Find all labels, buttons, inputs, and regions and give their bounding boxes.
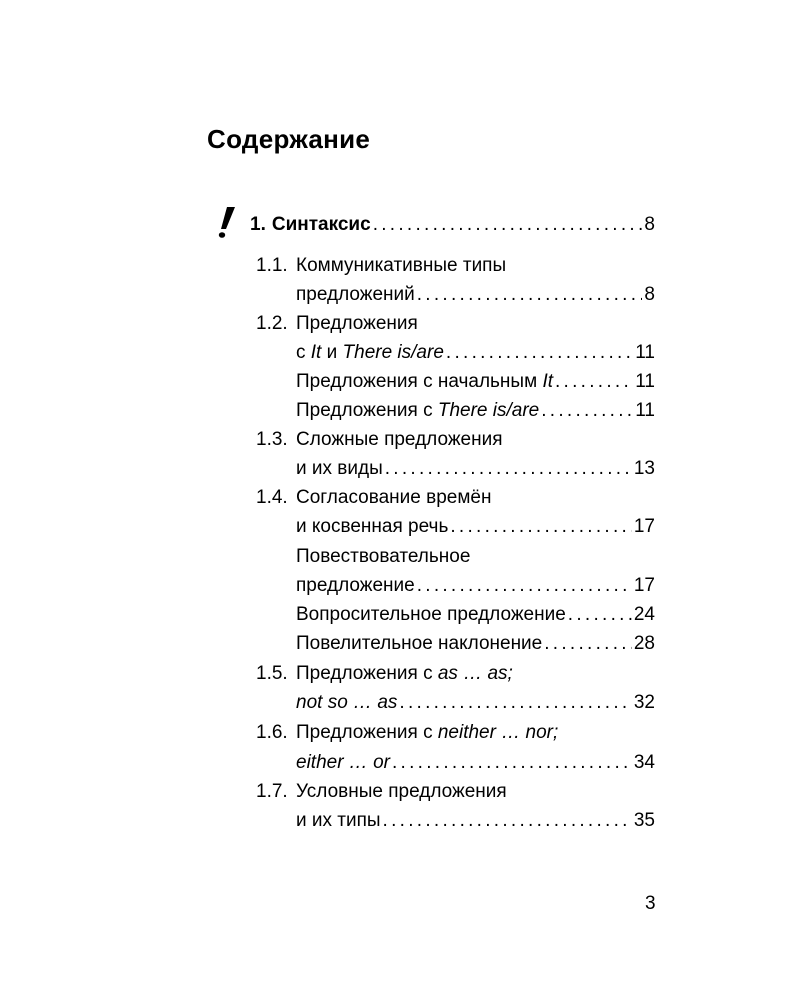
entry-page: 32 xyxy=(633,692,655,713)
leader-dots xyxy=(555,370,633,394)
text-part: и xyxy=(321,342,343,363)
entry-title: Предложения xyxy=(296,313,418,334)
entry-number: 1.6. xyxy=(256,722,288,743)
entry-title: Коммуникативные типы xyxy=(296,255,507,276)
subentry-title: Повествовательное xyxy=(296,546,471,567)
entry-title-cont: предложений xyxy=(296,284,415,305)
leader-dots xyxy=(541,399,633,423)
toc-entry-row[interactable] xyxy=(296,751,655,775)
toc-entry-row[interactable] xyxy=(256,428,503,452)
chapter-page: 8 xyxy=(644,214,655,235)
subentry-title: Вопросительное предложение xyxy=(296,604,566,625)
toc-entry-row[interactable] xyxy=(296,515,655,539)
text-italic: neither … nor; xyxy=(437,722,559,743)
entry-page: 28 xyxy=(633,633,655,654)
text-part: Предложения с xyxy=(296,722,438,743)
entry-page: 11 xyxy=(635,400,655,421)
entry-title-cont xyxy=(296,341,444,365)
subentry-title-cont: предложение xyxy=(296,575,415,596)
toc-entry-row[interactable] xyxy=(256,254,506,278)
leader-dots xyxy=(383,809,632,833)
page-title: Содержание xyxy=(207,124,371,154)
text-italic: There is/are xyxy=(342,342,444,363)
entry-title xyxy=(296,662,513,686)
toc-subentry-row[interactable] xyxy=(296,574,655,598)
entry-page: 8 xyxy=(644,284,655,305)
entry-title: Сложные предложения xyxy=(296,429,503,450)
entry-page: 24 xyxy=(633,604,655,625)
entry-title-cont: и их типы xyxy=(296,810,381,831)
entry-title xyxy=(296,721,558,745)
text-italic: It xyxy=(542,371,553,392)
text-italic: There is/are xyxy=(437,400,540,421)
entry-title-cont: either … or xyxy=(296,752,390,773)
chapter-number: 1. xyxy=(250,214,266,235)
leader-dots xyxy=(544,632,632,656)
text-part: с xyxy=(296,342,311,363)
page-number: 3 xyxy=(645,893,656,914)
entry-page: 34 xyxy=(633,752,655,773)
entry-title: Условные предложения xyxy=(296,781,507,802)
entry-page: 13 xyxy=(633,458,655,479)
entry-title-cont: и косвенная речь xyxy=(296,516,449,537)
toc-entry-row[interactable] xyxy=(296,341,655,365)
leader-dots xyxy=(417,283,643,307)
entry-number: 1.3. xyxy=(256,429,288,450)
toc-subentry-row[interactable] xyxy=(296,370,655,394)
toc-entry-row[interactable] xyxy=(256,486,491,510)
leader-dots xyxy=(392,751,632,775)
toc-subentry-row[interactable] xyxy=(296,545,470,569)
text-part: Предложения с xyxy=(296,400,438,421)
leader-dots xyxy=(399,691,631,715)
text-italic: as … as; xyxy=(437,663,513,684)
entry-page: 11 xyxy=(635,371,655,392)
text-italic: It xyxy=(310,342,322,363)
text-part: Предложения с xyxy=(296,663,438,684)
leader-dots xyxy=(568,603,632,627)
toc-entry-row[interactable] xyxy=(256,780,507,804)
subentry-title xyxy=(296,399,539,423)
toc-entry-row[interactable] xyxy=(296,691,655,715)
entry-page: 17 xyxy=(633,516,655,537)
toc-entry-row[interactable] xyxy=(296,809,655,833)
toc-subentry-row[interactable] xyxy=(296,603,655,627)
toc-subentry-row[interactable] xyxy=(296,399,655,423)
leader-dots xyxy=(417,574,632,598)
entry-number: 1.1. xyxy=(256,255,288,276)
toc-chapter-row[interactable] xyxy=(250,213,655,237)
subentry-title: Повелительное наклонение xyxy=(296,633,543,654)
toc-entry-row[interactable] xyxy=(256,662,513,686)
text-part: Предложения с начальным xyxy=(296,371,543,392)
leader-dots xyxy=(446,341,633,365)
entry-title: Согласование времён xyxy=(296,487,492,508)
toc-subentry-row[interactable] xyxy=(296,632,655,656)
leader-dots xyxy=(385,457,632,481)
entry-number: 1.2. xyxy=(256,313,288,334)
chapter-title: Синтаксис xyxy=(271,214,371,235)
toc-entry-row[interactable] xyxy=(256,721,558,745)
entry-page: 35 xyxy=(633,810,655,831)
entry-title-cont: not so … as xyxy=(296,692,398,713)
exclamation-marker-icon xyxy=(215,205,239,239)
leader-dots xyxy=(450,515,632,539)
entry-number: 1.5. xyxy=(256,663,288,684)
entry-number: 1.7. xyxy=(256,781,288,802)
leader-dots xyxy=(373,213,643,237)
entry-page: 11 xyxy=(635,342,655,363)
entry-number: 1.4. xyxy=(256,487,288,508)
entry-title-cont: и их виды xyxy=(296,458,383,479)
toc-entry-row[interactable] xyxy=(296,457,655,481)
toc-entry-row[interactable] xyxy=(296,283,655,307)
toc-entry-row[interactable] xyxy=(256,312,418,336)
subentry-title xyxy=(296,370,553,394)
entry-page: 17 xyxy=(633,575,655,596)
